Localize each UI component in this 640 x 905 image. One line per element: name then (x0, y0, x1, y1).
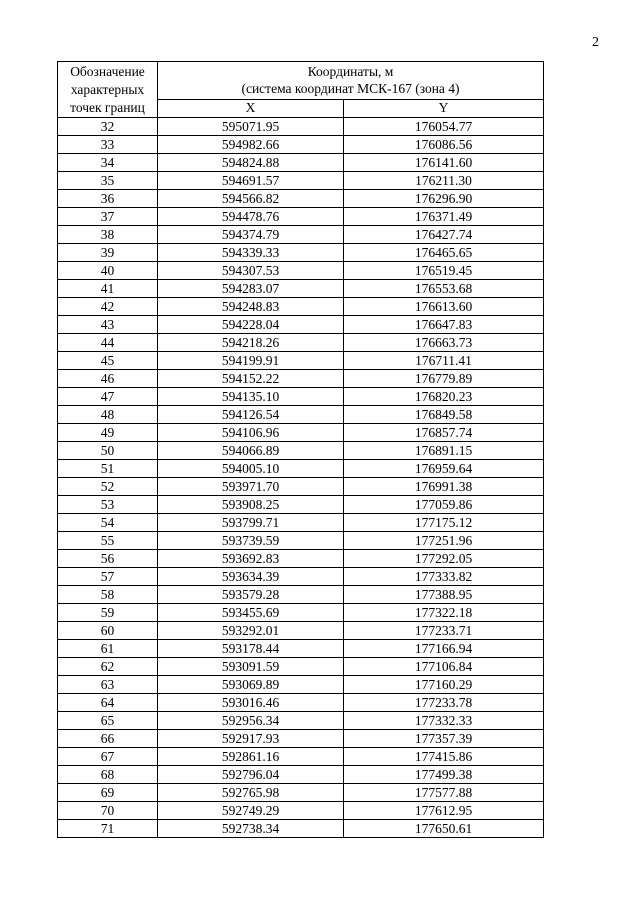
y-coordinate-cell: 176991.38 (344, 478, 544, 496)
point-cell: 39 (58, 244, 158, 262)
table-row (58, 766, 544, 784)
table-row (58, 244, 544, 262)
table-header (58, 62, 544, 118)
x-coordinate-cell: 595071.95 (158, 118, 344, 136)
x-coordinate-cell: 594339.33 (158, 244, 344, 262)
x-coordinate-cell: 592749.29 (158, 802, 344, 820)
coordinates-header (158, 62, 544, 100)
table-row (58, 226, 544, 244)
table-row (58, 370, 544, 388)
y-coordinate-cell: 177160.29 (344, 676, 544, 694)
point-designation-header (58, 62, 158, 118)
y-coordinate-cell: 176553.68 (344, 280, 544, 298)
point-cell: 68 (58, 766, 158, 784)
y-coordinate-cell: 177415.86 (344, 748, 544, 766)
y-coordinate-cell: 176820.23 (344, 388, 544, 406)
x-coordinate-cell: 593178.44 (158, 640, 344, 658)
point-cell: 53 (58, 496, 158, 514)
table-row (58, 694, 544, 712)
table-row (58, 154, 544, 172)
y-coordinate-cell: 177612.95 (344, 802, 544, 820)
y-coordinate-cell: 177059.86 (344, 496, 544, 514)
point-cell: 59 (58, 604, 158, 622)
y-coordinate-cell: 176711.41 (344, 352, 544, 370)
x-coordinate-cell: 594982.66 (158, 136, 344, 154)
y-coordinate-cell: 176427.74 (344, 226, 544, 244)
table-row (58, 748, 544, 766)
table-row (58, 586, 544, 604)
table-body (58, 118, 544, 838)
y-coordinate-cell: 176519.45 (344, 262, 544, 280)
y-coordinate-cell: 176647.83 (344, 316, 544, 334)
y-coordinate-cell: 176141.60 (344, 154, 544, 172)
y-coordinate-cell: 176086.56 (344, 136, 544, 154)
y-coordinate-cell: 176663.73 (344, 334, 544, 352)
point-header-line: характерных (70, 81, 145, 97)
table-row (58, 442, 544, 460)
table-row (58, 550, 544, 568)
x-coordinate-cell: 593455.69 (158, 604, 344, 622)
point-cell: 62 (58, 658, 158, 676)
y-coordinate-cell: 177388.95 (344, 586, 544, 604)
x-coordinate-cell: 594126.54 (158, 406, 344, 424)
x-coordinate-cell: 594374.79 (158, 226, 344, 244)
table-row (58, 352, 544, 370)
x-coordinate-cell: 592765.98 (158, 784, 344, 802)
table-row (58, 334, 544, 352)
point-cell: 54 (58, 514, 158, 532)
point-cell: 71 (58, 820, 158, 838)
table-row (58, 298, 544, 316)
coords-header-line: (система координат МСК-167 (зона 4) (241, 81, 460, 97)
x-coordinate-cell: 594691.57 (158, 172, 344, 190)
table-row (58, 712, 544, 730)
point-cell: 63 (58, 676, 158, 694)
point-cell: 42 (58, 298, 158, 316)
point-cell: 65 (58, 712, 158, 730)
point-cell: 61 (58, 640, 158, 658)
point-cell: 56 (58, 550, 158, 568)
x-coordinate-cell: 594152.22 (158, 370, 344, 388)
point-cell: 69 (58, 784, 158, 802)
table-row (58, 604, 544, 622)
y-coordinate-cell: 177577.88 (344, 784, 544, 802)
point-cell: 46 (58, 370, 158, 388)
x-coordinate-cell: 594106.96 (158, 424, 344, 442)
table-row (58, 676, 544, 694)
point-cell: 58 (58, 586, 158, 604)
point-cell: 57 (58, 568, 158, 586)
y-coordinate-cell: 177251.96 (344, 532, 544, 550)
table-row (58, 820, 544, 838)
x-coordinate-cell: 594228.04 (158, 316, 344, 334)
x-coordinate-cell: 594005.10 (158, 460, 344, 478)
x-coordinate-cell: 593971.70 (158, 478, 344, 496)
table-row (58, 568, 544, 586)
x-coordinate-cell: 593908.25 (158, 496, 344, 514)
point-cell: 47 (58, 388, 158, 406)
point-cell: 43 (58, 316, 158, 334)
y-coordinate-cell: 176613.60 (344, 298, 544, 316)
y-coordinate-cell: 177333.82 (344, 568, 544, 586)
point-cell: 41 (58, 280, 158, 298)
point-cell: 52 (58, 478, 158, 496)
y-coordinate-cell: 176849.58 (344, 406, 544, 424)
x-coordinate-cell: 593091.59 (158, 658, 344, 676)
table-row (58, 478, 544, 496)
x-coordinate-cell: 594218.26 (158, 334, 344, 352)
y-coordinate-cell: 177332.33 (344, 712, 544, 730)
x-coordinate-cell: 593799.71 (158, 514, 344, 532)
x-column-header: X (158, 99, 344, 117)
y-coordinate-cell: 176891.15 (344, 442, 544, 460)
point-cell: 35 (58, 172, 158, 190)
point-cell: 67 (58, 748, 158, 766)
table-row (58, 190, 544, 208)
table-row (58, 658, 544, 676)
y-coordinate-cell: 177292.05 (344, 550, 544, 568)
x-coordinate-cell: 593292.01 (158, 622, 344, 640)
table-row (58, 262, 544, 280)
table-row (58, 388, 544, 406)
point-cell: 36 (58, 190, 158, 208)
y-coordinate-cell: 176779.89 (344, 370, 544, 388)
point-cell: 32 (58, 118, 158, 136)
x-coordinate-cell: 594283.07 (158, 280, 344, 298)
point-cell: 40 (58, 262, 158, 280)
page-number: 2 (592, 35, 599, 50)
point-cell: 38 (58, 226, 158, 244)
point-header-line: Обозначение (70, 63, 145, 79)
table-row (58, 514, 544, 532)
point-cell: 34 (58, 154, 158, 172)
y-coordinate-cell: 177106.84 (344, 658, 544, 676)
x-coordinate-cell: 593579.28 (158, 586, 344, 604)
y-coordinate-cell: 176959.64 (344, 460, 544, 478)
x-coordinate-cell: 594066.89 (158, 442, 344, 460)
x-coordinate-cell: 594248.83 (158, 298, 344, 316)
point-header-line: точек границ (70, 99, 145, 115)
table-row (58, 280, 544, 298)
point-cell: 45 (58, 352, 158, 370)
table-row (58, 802, 544, 820)
x-coordinate-cell: 594135.10 (158, 388, 344, 406)
y-coordinate-cell: 176211.30 (344, 172, 544, 190)
table-row (58, 316, 544, 334)
x-coordinate-cell: 593739.59 (158, 532, 344, 550)
x-coordinate-cell: 594307.53 (158, 262, 344, 280)
point-cell: 60 (58, 622, 158, 640)
y-coordinate-cell: 176296.90 (344, 190, 544, 208)
table-row (58, 118, 544, 136)
y-coordinate-cell: 177499.38 (344, 766, 544, 784)
y-coordinate-cell: 177166.94 (344, 640, 544, 658)
point-cell: 51 (58, 460, 158, 478)
y-column-header: Y (344, 99, 544, 117)
table-row (58, 460, 544, 478)
y-coordinate-cell: 177233.71 (344, 622, 544, 640)
point-cell: 33 (58, 136, 158, 154)
point-cell: 66 (58, 730, 158, 748)
table-row (58, 730, 544, 748)
point-cell: 64 (58, 694, 158, 712)
x-coordinate-cell: 593016.46 (158, 694, 344, 712)
x-coordinate-cell: 594824.88 (158, 154, 344, 172)
y-coordinate-cell: 176857.74 (344, 424, 544, 442)
x-coordinate-cell: 593634.39 (158, 568, 344, 586)
point-cell: 70 (58, 802, 158, 820)
point-cell: 55 (58, 532, 158, 550)
point-cell: 37 (58, 208, 158, 226)
table-row (58, 622, 544, 640)
table-row (58, 172, 544, 190)
coords-header-line: Координаты, м (307, 64, 394, 80)
y-coordinate-cell: 176371.49 (344, 208, 544, 226)
x-coordinate-cell: 592917.93 (158, 730, 344, 748)
x-coordinate-cell: 592796.04 (158, 766, 344, 784)
table-row (58, 532, 544, 550)
table-row (58, 136, 544, 154)
y-coordinate-cell: 176465.65 (344, 244, 544, 262)
table-row (58, 208, 544, 226)
y-coordinate-cell: 177322.18 (344, 604, 544, 622)
coordinates-table (57, 61, 544, 838)
table-row (58, 784, 544, 802)
table-row (58, 424, 544, 442)
table-row (58, 640, 544, 658)
x-coordinate-cell: 593692.83 (158, 550, 344, 568)
y-coordinate-cell: 177233.78 (344, 694, 544, 712)
point-cell: 49 (58, 424, 158, 442)
x-coordinate-cell: 592861.16 (158, 748, 344, 766)
y-coordinate-cell: 177650.61 (344, 820, 544, 838)
y-coordinate-cell: 177175.12 (344, 514, 544, 532)
x-coordinate-cell: 593069.89 (158, 676, 344, 694)
table-row (58, 406, 544, 424)
table-row (58, 496, 544, 514)
point-cell: 48 (58, 406, 158, 424)
y-coordinate-cell: 176054.77 (344, 118, 544, 136)
x-coordinate-cell: 592956.34 (158, 712, 344, 730)
x-coordinate-cell: 594478.76 (158, 208, 344, 226)
y-coordinate-cell: 177357.39 (344, 730, 544, 748)
point-cell: 50 (58, 442, 158, 460)
point-cell: 44 (58, 334, 158, 352)
x-coordinate-cell: 594199.91 (158, 352, 344, 370)
x-coordinate-cell: 592738.34 (158, 820, 344, 838)
x-coordinate-cell: 594566.82 (158, 190, 344, 208)
